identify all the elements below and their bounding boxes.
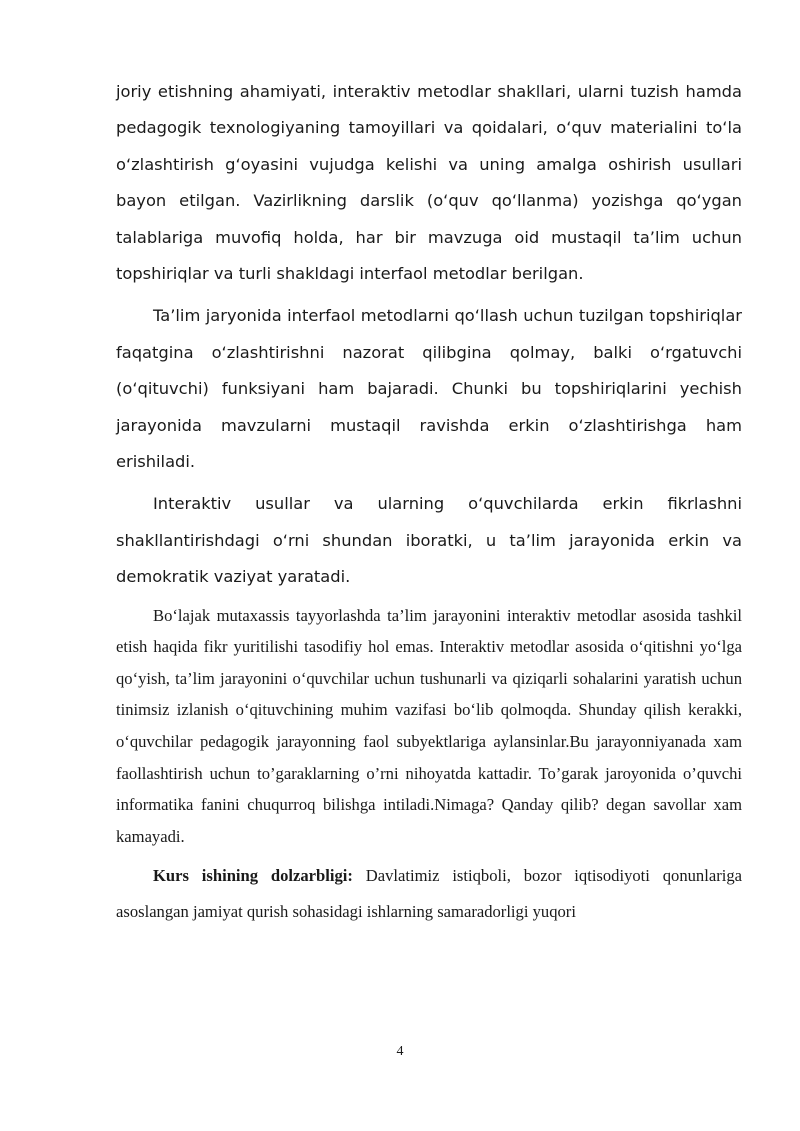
paragraph-5-text: Davlatimiz istiqboli, bozor iqtisodiyoti qonunlariga asoslangan jamiyat qurish sohasidagi ishlarning samaradorligi yuqori (116, 866, 742, 922)
page-body (116, 74, 742, 930)
paragraph-1: joriy etishning ahamiyati, interaktiv metodlar shakllari, ularni tuzish hamda pedagogik texnologiyaning tamoyillari va qoidalari, o‘quv materialini to‘la o‘zlashtirish g‘oyasini vujudga kelishi va uning amalga oshirish usullari bayon etilgan. Vazirlikning darslik (o‘quv qo‘llanma) yozishga qo‘ygan talablariga muvofiq holda, har bir mavzuga oid mustaqil ta’lim uchun topshiriqlar va turli shakldagi interfaol metodlar berilgan. (116, 82, 742, 284)
page-number: 4 (396, 1044, 404, 1059)
paragraph-4: Bo‘lajak mutaxassis tayyorlashda ta’lim jarayonini interaktiv metodlar asosida tashkil etish haqida fikr yuritilishi tasodifiy hol emas. Interaktiv metodlar asosida o‘qitishni yo‘lga qo‘yish, ta’lim jarayonini o‘quvchilar uchun tushunarli va qiziqarli sohalarini yaratish uchun tinimsiz izlanish o‘qituvchining muhim vazifasi bo‘lib qolmoqda. Shunday qilish kerakki, o‘quvchilar pedagogik jarayonning faol subyektlariga aylansinlar.Bu jarayonniyanada xam faollashtirish uchun to’garaklarning o’rni nihoyatda kattadir. To’garak jaroyonida o’quvchi informatika fanini chuqurroq bilishga intiladi.Nimaga? Qanday qilib? degan savollar xam kamayadi. (116, 605, 742, 846)
section-heading: Kurs ishining dolzarbligi: (153, 866, 353, 886)
paragraph-3: Interaktiv usullar va ularning o‘quvchilarda erkin fikrlashni shakllantirishdagi o‘rni shundan iboratki, u ta’lim jarayonida erkin va demokratik vaziyat yaratadi. (116, 494, 742, 587)
paragraph-5 (116, 858, 742, 930)
paragraph-2: Ta’lim jaryonida interfaol metodlarni qo‘llash uchun tuzilgan topshiriqlar faqatgina o‘zlashtirishni nazorat qilibgina qolmay, balki o‘rgatuvchi (o‘qituvchi) funksiyani ham bajaradi. Chunki bu topshiriqlarini yechish jarayonida mavzularni mustaqil ravishda erkin o‘zlashtirishga ham erishiladi. (116, 306, 742, 472)
